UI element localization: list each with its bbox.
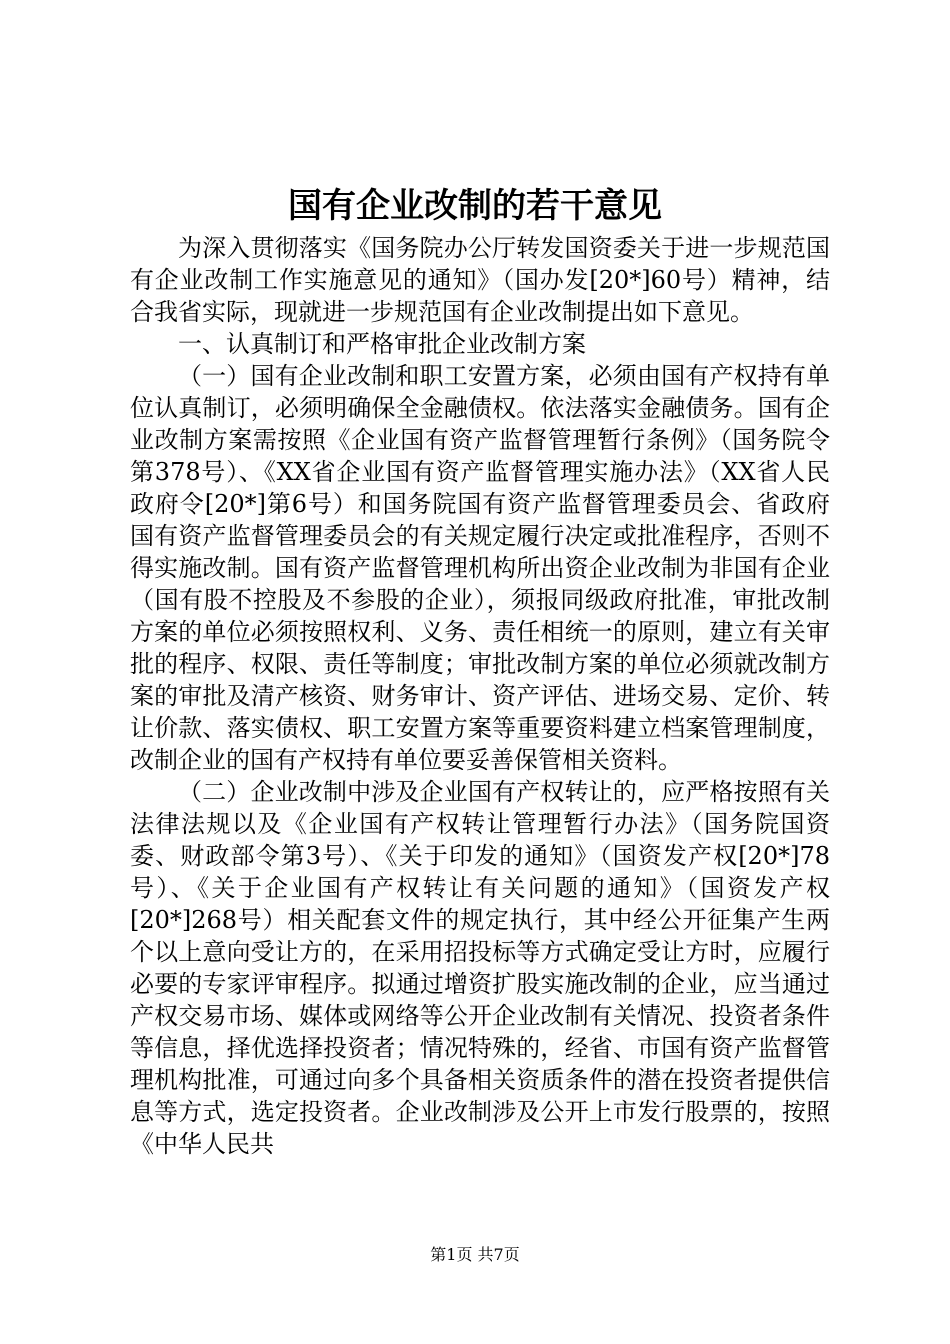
clause-paragraph-2: （二）企业改制中涉及企业国有产权转让的，应严格按照有关法律法规以及《企业国有产权转让管理暂行办法》（国务院国资委、财政部令第3号）、《关于印发的通知》（国资发产权[20*]78号）、《关于企业国有产权转让有关问题的通知》（国资发产权[20*]268号）相关配套文件的规定执行，其中经公开征集产生两个以上意向受让方的，在采用招投标等方式确定受让方时，应履行必要的专家评审程序。拟通过增资扩股实施改制的企业，应当通过产权交易市场、媒体或网络等公开企业改制有关情况、投资者条件等信息，择优选择投资者；情况特殊的，经省、市国有资产监督管理机构批准，可通过向多个具备相关资质条件的潜在投资者提供信息等方式，选定投资者。企业改制涉及公开上市发行股票的，按照《中华人民共 <box>130 778 830 1158</box>
section-heading: 一、认真制订和严格审批企业改制方案 <box>178 330 586 358</box>
intro-paragraph: 为深入贯彻落实《国务院办公厅转发国资委关于进一步规范国有企业改制工作实施意见的通知》（国办发[20*]60号）精神，结合我省实际，现就进一步规范国有企业改制提出如下意见。 <box>130 234 830 326</box>
clause-paragraph-1: （一）国有企业改制和职工安置方案，必须由国有产权持有单位认真制订，必须明确保全金融债权。依法落实金融债务。国有企业改制方案需按照《企业国有资产监督管理暂行条例》（国务院令第378号）、《XX省企业国有资产监督管理实施办法》（XX省人民政府令[20*]第6号）和国务院国有资产监督管理委员会、省政府国有资产监督管理委员会的有关规定履行决定或批准程序，否则不得实施改制。国有资产监督管理机构所出资企业改制为非国有企业（国有股不控股及不参股的企业），须报同级政府批准，审批改制方案的单位必须按照权利、义务、责任相统一的原则，建立有关审批的程序、权限、责任等制度；审批改制方案的单位必须就改制方案的审批及清产核资、财务审计、资产评估、进场交易、定价、转让价款、落实债权、职工安置方案等重要资料建立档案管理制度，改制企业的国有产权持有单位要妥善保管相关资料。 <box>130 362 830 774</box>
page-footer: 第1页 共7页 <box>430 1245 520 1264</box>
document-title: 国有企业改制的若干意见 <box>288 186 662 226</box>
document-body <box>130 232 830 1160</box>
